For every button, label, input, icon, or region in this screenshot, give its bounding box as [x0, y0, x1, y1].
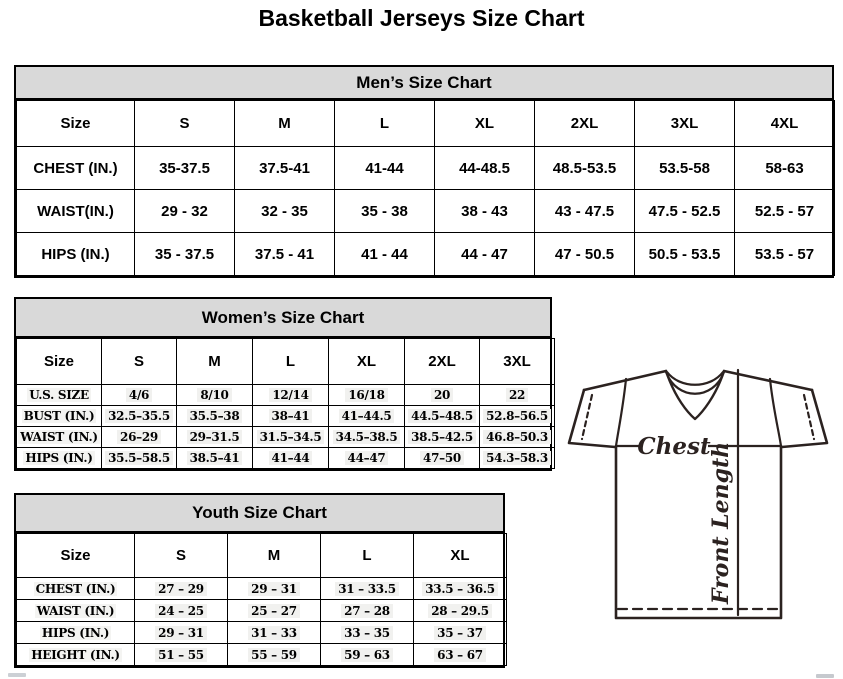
value-cell: 31 – 33 — [228, 622, 321, 644]
size-header-cell: S — [102, 339, 177, 385]
value-cell: 52.8–56.5 — [480, 406, 555, 427]
jersey-measurement-diagram — [556, 358, 843, 673]
left-cuff-dashed-line — [582, 395, 592, 439]
youth-size-table — [16, 533, 507, 666]
value-cell: 29 - 32 — [135, 190, 235, 233]
value-cell: 47–50 — [405, 448, 480, 469]
value-cell: 37.5 - 41 — [235, 233, 335, 276]
value-cell: 48.5-53.5 — [535, 147, 635, 190]
measurement-row — [17, 147, 835, 190]
right-cuff-dashed-line — [804, 395, 814, 439]
size-header-cell: M — [177, 339, 253, 385]
row-label-cell: U.S. SIZE — [17, 385, 102, 406]
womens-size-table — [16, 338, 555, 469]
value-cell: 46.8–50.3 — [480, 427, 555, 448]
row-label-cell: CHEST (IN.) — [17, 147, 135, 190]
row-label-cell: WAIST(IN.) — [17, 190, 135, 233]
value-cell: 28 – 29.5 — [414, 600, 507, 622]
womens-size-chart-title: Women’s Size Chart — [16, 299, 550, 338]
size-header-row — [17, 534, 507, 578]
value-cell: 37.5-41 — [235, 147, 335, 190]
size-header-cell: XL — [329, 339, 405, 385]
page-title: Basketball Jerseys Size Chart — [258, 5, 585, 31]
value-cell: 53.5 - 57 — [735, 233, 835, 276]
value-cell: 26–29 — [102, 427, 177, 448]
value-cell: 38.5–42.5 — [405, 427, 480, 448]
value-cell: 33.5 – 36.5 — [414, 578, 507, 600]
value-cell: 44 - 47 — [435, 233, 535, 276]
front-length-label: Front Length — [708, 441, 734, 605]
size-header-cell: L — [335, 101, 435, 147]
value-cell: 27 – 29 — [135, 578, 228, 600]
value-cell: 8/10 — [177, 385, 253, 406]
size-header-cell: 4XL — [735, 101, 835, 147]
value-cell: 51 – 55 — [135, 644, 228, 666]
row-label-cell: BUST (IN.) — [17, 406, 102, 427]
measurement-row — [17, 385, 555, 406]
row-label-cell: CHEST (IN.) — [17, 578, 135, 600]
value-cell: 29 – 31 — [228, 578, 321, 600]
value-cell: 38.5–41 — [177, 448, 253, 469]
value-cell: 43 - 47.5 — [535, 190, 635, 233]
value-cell: 41–44 — [253, 448, 329, 469]
value-cell: 4/6 — [102, 385, 177, 406]
size-header-cell: Size — [17, 534, 135, 578]
womens-size-chart — [14, 297, 552, 471]
value-cell: 35 - 38 — [335, 190, 435, 233]
size-header-cell: Size — [17, 101, 135, 147]
size-header-cell: XL — [435, 101, 535, 147]
chest-label: Chest — [637, 433, 711, 460]
measurement-row — [17, 406, 555, 427]
value-cell: 53.5-58 — [635, 147, 735, 190]
value-cell: 52.5 - 57 — [735, 190, 835, 233]
row-label-cell: HEIGHT (IN.) — [17, 644, 135, 666]
value-cell: 35.5–58.5 — [102, 448, 177, 469]
value-cell: 24 – 25 — [135, 600, 228, 622]
size-header-cell: 3XL — [480, 339, 555, 385]
scrollbar-fragment-right[interactable] — [816, 674, 834, 678]
value-cell: 29 – 31 — [135, 622, 228, 644]
measurement-row — [17, 190, 835, 233]
measurement-row — [17, 600, 507, 622]
size-header-row — [17, 339, 555, 385]
value-cell: 63 – 67 — [414, 644, 507, 666]
size-header-cell: S — [135, 534, 228, 578]
value-cell: 12/14 — [253, 385, 329, 406]
size-header-cell: L — [321, 534, 414, 578]
row-label-cell: WAIST (IN.) — [17, 427, 102, 448]
size-header-cell: 3XL — [635, 101, 735, 147]
value-cell: 47.5 - 52.5 — [635, 190, 735, 233]
scrollbar-fragment-left[interactable] — [8, 673, 26, 677]
mens-size-table — [16, 100, 835, 276]
row-label-cell: HIPS (IN.) — [17, 622, 135, 644]
mens-size-chart-title: Men’s Size Chart — [16, 67, 832, 100]
youth-size-chart — [14, 493, 505, 668]
size-header-cell: 2XL — [535, 101, 635, 147]
value-cell: 35-37.5 — [135, 147, 235, 190]
value-cell: 31 – 33.5 — [321, 578, 414, 600]
row-label-cell: HIPS (IN.) — [17, 448, 102, 469]
value-cell: 20 — [405, 385, 480, 406]
size-header-cell: L — [253, 339, 329, 385]
value-cell: 50.5 - 53.5 — [635, 233, 735, 276]
jersey-torso-outline — [616, 446, 781, 618]
value-cell: 29–31.5 — [177, 427, 253, 448]
value-cell: 41 - 44 — [335, 233, 435, 276]
value-cell: 33 – 35 — [321, 622, 414, 644]
value-cell: 38–41 — [253, 406, 329, 427]
value-cell: 27 – 28 — [321, 600, 414, 622]
value-cell: 34.5–38.5 — [329, 427, 405, 448]
size-header-row — [17, 101, 835, 147]
value-cell: 25 – 27 — [228, 600, 321, 622]
value-cell: 59 – 63 — [321, 644, 414, 666]
size-header-cell: Size — [17, 339, 102, 385]
size-header-cell: 2XL — [405, 339, 480, 385]
measurement-row — [17, 622, 507, 644]
value-cell: 35.5–38 — [177, 406, 253, 427]
value-cell: 47 - 50.5 — [535, 233, 635, 276]
value-cell: 31.5–34.5 — [253, 427, 329, 448]
measurement-row — [17, 578, 507, 600]
value-cell: 44.5–48.5 — [405, 406, 480, 427]
size-header-cell: S — [135, 101, 235, 147]
value-cell: 32 - 35 — [235, 190, 335, 233]
size-header-cell: XL — [414, 534, 507, 578]
measurement-row — [17, 448, 555, 469]
value-cell: 58-63 — [735, 147, 835, 190]
value-cell: 22 — [480, 385, 555, 406]
value-cell: 41-44 — [335, 147, 435, 190]
value-cell: 32.5–35.5 — [102, 406, 177, 427]
youth-size-chart-title: Youth Size Chart — [16, 495, 503, 533]
row-label-cell: HIPS (IN.) — [17, 233, 135, 276]
row-label-cell: WAIST (IN.) — [17, 600, 135, 622]
value-cell: 55 – 59 — [228, 644, 321, 666]
measurement-row — [17, 644, 507, 666]
value-cell: 35 - 37.5 — [135, 233, 235, 276]
value-cell: 44–47 — [329, 448, 405, 469]
value-cell: 54.3–58.3 — [480, 448, 555, 469]
measurement-row — [17, 427, 555, 448]
mens-size-chart — [14, 65, 834, 278]
size-header-cell: M — [228, 534, 321, 578]
measurement-row — [17, 233, 835, 276]
size-header-cell: M — [235, 101, 335, 147]
value-cell: 41–44.5 — [329, 406, 405, 427]
value-cell: 38 - 43 — [435, 190, 535, 233]
value-cell: 44-48.5 — [435, 147, 535, 190]
value-cell: 35 – 37 — [414, 622, 507, 644]
value-cell: 16/18 — [329, 385, 405, 406]
